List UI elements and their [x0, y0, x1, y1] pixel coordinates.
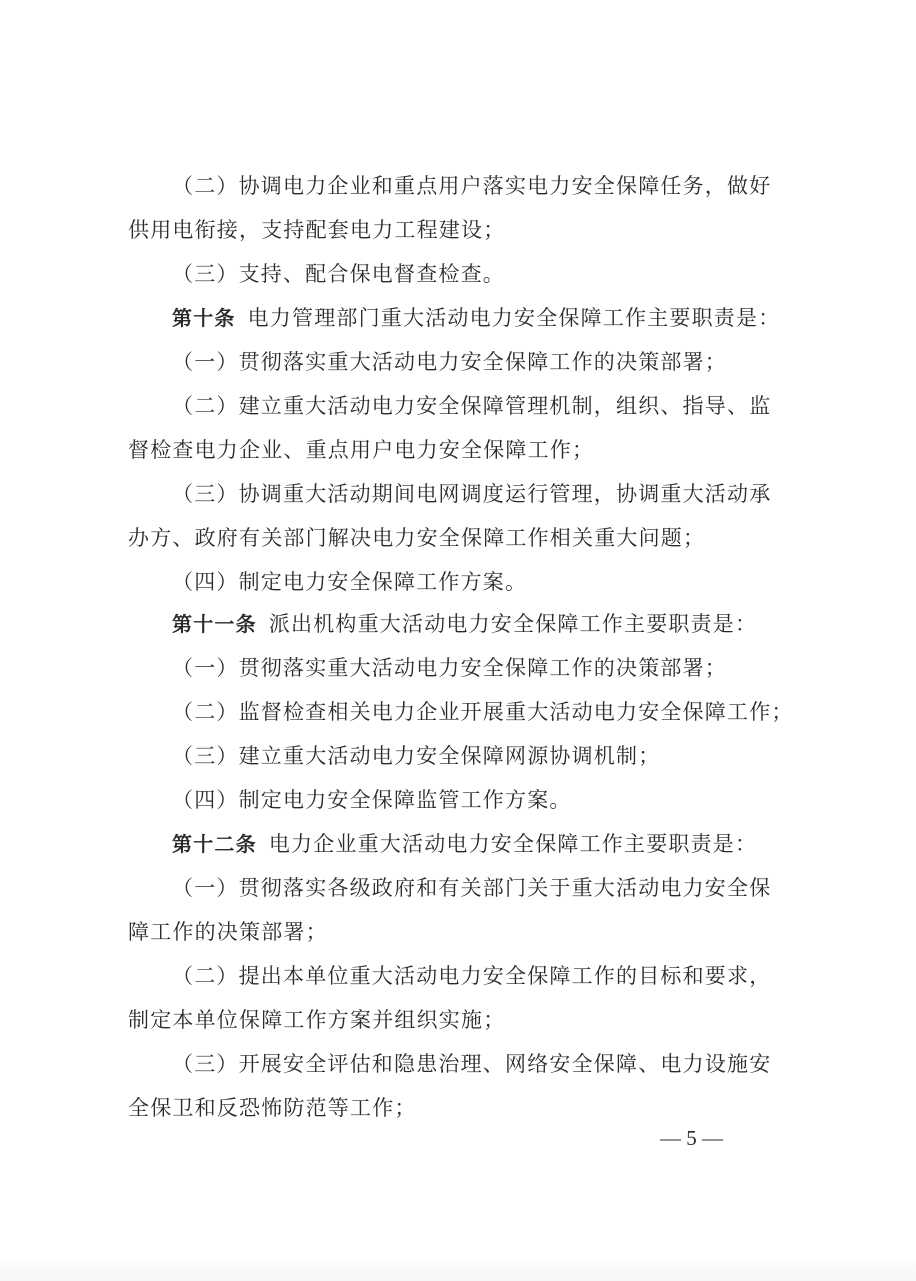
paragraph-line: （一）贯彻落实各级政府和有关部门关于重大活动电力安全保: [172, 876, 772, 900]
article-10-heading: 第十条: [172, 306, 236, 330]
paragraph-line: （三）建立重大活动电力安全保障网源协调机制；: [172, 744, 661, 768]
paragraph-line: （三）开展安全评估和隐患治理、网络安全保障、电力设施安: [172, 1052, 772, 1076]
paragraph-line: 督检查电力企业、重点用户电力安全保障工作；: [128, 438, 595, 462]
paragraph-line: （四）制定电力安全保障工作方案。: [172, 570, 528, 594]
paragraph-line: （二）协调电力企业和重点用户落实电力安全保障任务，做好: [172, 174, 772, 198]
paragraph-line: （四）制定电力安全保障监管工作方案。: [172, 788, 572, 812]
article-12-text: 电力企业重大活动电力安全保障工作主要职责是：: [268, 832, 758, 856]
article-10-text: 电力管理部门重大活动电力安全保障工作主要职责是：: [247, 306, 781, 330]
article-11-line: [172, 604, 792, 644]
article-12-line: [172, 824, 792, 864]
paragraph-line: （三）支持、配合保电督查检查。: [172, 262, 505, 286]
paragraph-line: （二）建立重大活动电力安全保障管理机制，组织、指导、监: [172, 394, 772, 418]
paragraph-line: 供用电衔接，支持配套电力工程建设；: [128, 218, 506, 242]
paragraph-line: 制定本单位保障工作方案并组织实施；: [128, 1008, 506, 1032]
paragraph-line: 全保卫和反恐怖防范等工作；: [128, 1096, 417, 1120]
scan-edge-shadow: [0, 1255, 916, 1281]
article-10-line: [172, 298, 792, 338]
article-11-text: 派出机构重大活动电力安全保障工作主要职责是：: [268, 612, 758, 636]
page-number: — 5 —: [660, 1126, 723, 1150]
paragraph-line: （一）贯彻落实重大活动电力安全保障工作的决策部署；: [172, 350, 727, 374]
paragraph-line: 办方、政府有关部门解决电力安全保障工作相关重大问题；: [128, 526, 706, 550]
paragraph-line: （二）提出本单位重大活动电力安全保障工作的目标和要求，: [172, 964, 772, 988]
paragraph-line: 障工作的决策部署；: [128, 920, 328, 944]
paragraph-line: （三）协调重大活动期间电网调度运行管理，协调重大活动承: [172, 482, 772, 506]
paragraph-line: （二）监督检查相关电力企业开展重大活动电力安全保障工作；: [172, 700, 794, 724]
article-11-heading: 第十一条: [172, 612, 257, 636]
article-12-heading: 第十二条: [172, 832, 257, 856]
paragraph-line: （一）贯彻落实重大活动电力安全保障工作的决策部署；: [172, 656, 727, 680]
